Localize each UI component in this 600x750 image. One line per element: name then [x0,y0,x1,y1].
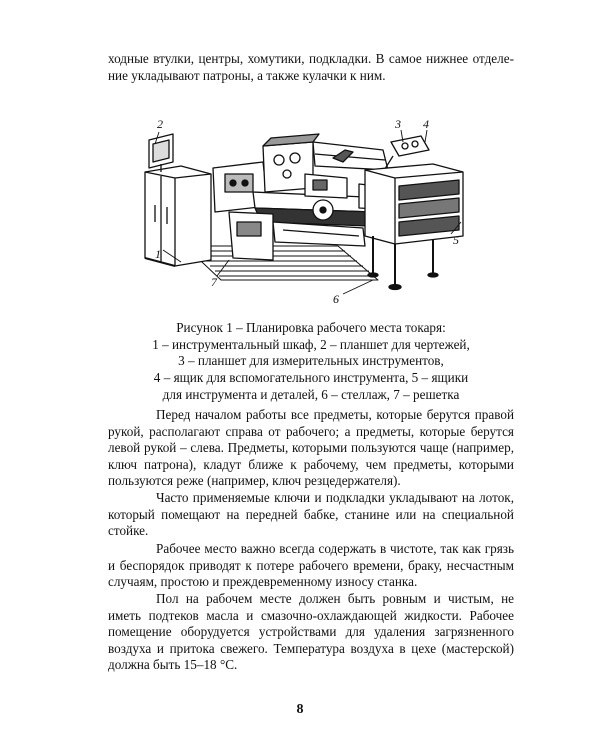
caption-line-4: для инструмента и деталей, 6 – стеллаж, 7 – решетка [162,386,460,402]
intro-text [108,51,514,84]
paragraph-4-text: Пол на рабочем месте должен быть ровным и чистым, не иметь подтеков масла и смазочно-охлаждающей жидкости. Рабочее помещение оборудуется устройствами для удаления загрязненного воздуха и притока свежего. Температура воздуха в цехе (мастерской) должна быть 15–18 °С. [108,591,514,673]
paragraph-3 [108,541,514,591]
page-number: 8 [296,702,304,717]
paragraph-2-text: Часто применяемые ключи и подкладки укладывают на лоток, который помещают на передней бабке, станине или на специальной стойке. [108,490,514,539]
callout-1: 1 [155,247,161,261]
lathe-workplace-figure [133,110,473,315]
drawings-board [149,134,173,172]
storage-rack [365,164,463,290]
caption-line-3: 4 – ящик для вспомогательного инструмента, 5 – ящики [153,370,469,386]
caption-title: Рисунок 1 – Планировка рабочего места токаря: [176,320,446,335]
callout-5: 5 [453,233,459,247]
intro-line-2: ние укладывают патроны, а также кулачки к ним. [108,67,386,83]
paragraph-1-text: Перед началом работы все предметы, которые берутся правой рукой, располагают справа от рабочего; а предметы, которые берутся левой рукой – слева. Предметы, которыми пользуются чаще (например, ключ патрона), кладут ближе к рабочему, чем предметы, которыми пользуются реже (например, ключ резцедержателя). [108,407,514,489]
caption-line-2: 3 – планшет для измерительных инструментов, [178,353,444,369]
paragraph-3-text: Рабочее место важно всегда содержать в чистоте, так как грязь и беспорядок приводят к потере рабочего времени, браку, несчастным случаям, простою и преждевременному износу станка. [108,541,514,590]
paragraph-2 [108,490,514,540]
callout-3: 3 [395,117,401,131]
callout-6: 6 [333,292,339,306]
intro-line-1: ходные втулки, центры, хомутики, подкладки. В самое нижнее отделе- [108,51,514,66]
paragraph-1 [108,407,514,490]
paragraph-4 [108,591,514,674]
callout-7: 7 [211,275,217,289]
callout-4: 4 [423,117,429,131]
caption-line-1: 1 – инструментальный шкаф, 2 – планшет для чертежей, [152,336,470,352]
callout-2: 2 [157,117,163,131]
figure-caption [108,320,514,404]
